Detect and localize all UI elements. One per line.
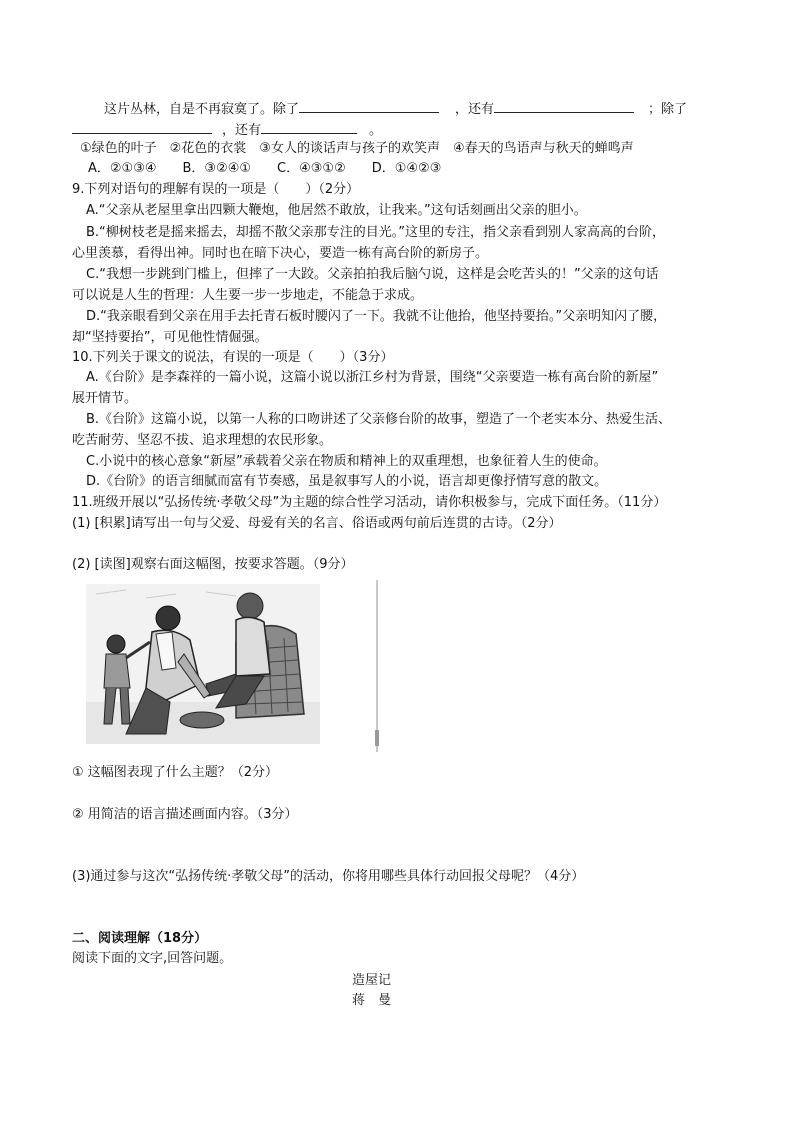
article-title: 造屋记 — [352, 973, 392, 988]
q8-text-d: ，还有 — [222, 123, 262, 138]
section2-heading: 二、阅读理解（18分） — [72, 931, 208, 946]
answer-blank-1[interactable] — [299, 100, 439, 113]
answer-blank-3[interactable] — [72, 121, 212, 134]
q10-option-b-2: 吃苦耐劳、坚忍不拔、追求理想的农民形象。 — [72, 433, 333, 448]
q9-option-d-1: D.“我亲眼看到父亲在用手去托青石板时腰闪了一下。我就不让他抬，他坚持要抬。”父亲明知闪了腰， — [86, 309, 667, 324]
q9-option-a: A.“父亲从老屋里拿出四颗大鞭炮，他居然不敢放，让我来。”这句话刻画出父亲的胆小。 — [86, 203, 587, 218]
q8-line2 — [72, 121, 382, 140]
answer-blank-2[interactable] — [494, 100, 634, 113]
q9-stem: 9.下列对语句的理解有误的一项是（ ）（2分） — [72, 182, 360, 197]
q11-part2-1: ① 这幅图表现了什么主题？（2分） — [72, 765, 279, 780]
q9-option-b-1: B.“柳树枝老是摇来摇去，却摇不散父亲那专注的目光。”这里的专注，指父亲看到别人家高高的台阶， — [86, 225, 666, 240]
q10-option-a-2: 展开情节。 — [72, 391, 138, 406]
section2-intro: 阅读下面的文字,回答问题。 — [72, 951, 233, 966]
q11-part3: (3)通过参与这次“弘扬传统·孝敬父母”的活动，你将用哪些具体行动回报父母呢？（4分） — [72, 869, 585, 884]
q9-option-c-2: 可以说是人生的哲理：人生要一步一步地走，不能急于求成。 — [72, 288, 424, 303]
answer-blank-4[interactable] — [261, 121, 357, 134]
q11-part2-2: ② 用简洁的语言描述画面内容。（3分） — [72, 807, 298, 822]
q8-options: ①绿色的叶子 ②花色的衣裳 ③女人的谈话声与孩子的欢笑声 ④春天的鸟语声与秋天的蝉鸣声 — [80, 141, 634, 156]
q9-option-b-2: 心里羡慕，看得出神。同时也在暗下决心，要造一栋有高台阶的新房子。 — [72, 246, 489, 261]
q10-option-b-1: B.《台阶》这篇小说，以第一人称的口吻讲述了父亲修台阶的故事，塑造了一个老实本分、热爱生活、 — [86, 412, 672, 427]
q10-option-a-1: A.《台阶》是李森祥的一篇小说，这篇小说以浙江乡村为背景，围绕“父亲要造一栋有高台阶的新屋” — [86, 370, 659, 385]
q8-text-a: 这片丛林，自是不再寂寞了。除了 — [104, 102, 300, 117]
q10-option-d: D.《台阶》的语言细腻而富有节奏感，虽是叙事写人的小说，语言却更像抒情写意的散文。 — [86, 474, 608, 489]
q8-text-b: ，还有 — [455, 102, 495, 117]
q11-part1: (1) [积累]请写出一句与父爱、母爱有关的名言、俗语或两句前后连贯的古诗。（2分） — [72, 516, 562, 531]
q8-line1 — [104, 100, 687, 119]
q9-option-c-1: C.“我想一步跳到门槛上，但摔了一大跤。父亲拍拍我后脑勺说，这样是会吃苦头的！”父亲的这句话 — [86, 267, 659, 282]
q11-part2: (2) [读图]观察右面这幅图，按要求答题。（9分） — [72, 557, 354, 572]
q8-text-e: 。 — [369, 123, 383, 138]
article-author: 蒋 曼 — [352, 993, 392, 1008]
scrollbar-thumb — [375, 730, 379, 746]
q9-option-d-2: 却“坚持要抬”，可见他性情倔强。 — [72, 330, 268, 345]
q8-text-c: ；除了 — [648, 102, 688, 117]
q10-option-c: C.小说中的核心意象“新屋”承载着父亲在物质和精神上的双重理想，也象征着人生的使命。 — [86, 454, 607, 469]
illustration-child-washing-grandfather-feet — [86, 584, 320, 744]
q11-stem: 11.班级开展以“弘扬传统·孝敬父母”为主题的综合性学习活动，请你积极参与，完成下面任务。（11分） — [72, 495, 667, 510]
q10-stem: 10.下列关于课文的说法，有误的一项是（ ）（3分） — [72, 350, 394, 365]
q8-choices: A．②①③④ B．③②④① C．④③①② D．①④②③ — [88, 161, 442, 176]
divider — [376, 580, 378, 752]
